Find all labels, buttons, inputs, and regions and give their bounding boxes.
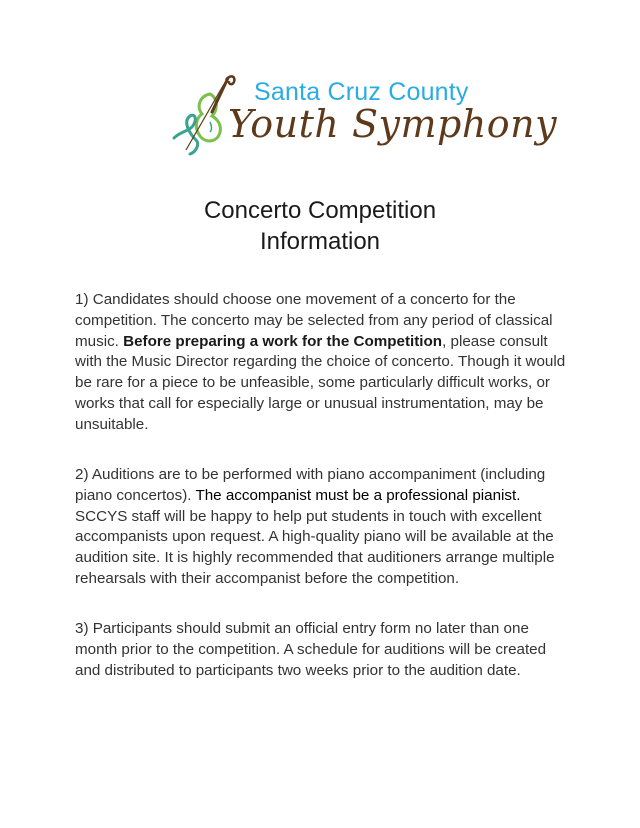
page-title: [0, 195, 640, 257]
paragraph-2-text-before: 2) Auditions are to be performed with piano accompaniment (including piano concertos).: [75, 466, 546, 504]
logo-symphony-text: Youth Symphony: [228, 102, 558, 146]
sccys-logo: [166, 72, 558, 164]
paragraph-1-text-before: 1) Candidates should choose one movement of a concerto for the competition. The concerto may be selected from any period of classical music.: [75, 291, 553, 350]
logo-county-text: Santa Cruz County: [254, 78, 469, 106]
paragraph-2: [75, 465, 570, 590]
paragraph-1: [75, 290, 570, 436]
title-line-1: Concerto Competition: [203, 197, 437, 224]
paragraph-3: [75, 619, 570, 681]
title-line-2: Information: [259, 228, 381, 255]
paragraph-1-emphasis: Before preparing a work for the Competition: [123, 332, 443, 350]
paragraph-1-text-after: , please consult with the Music Director regarding the choice of concerto. Though it would be rare for a piece to be unfeasible, some particularly difficult works, or works that call for especially large or unusual instrumentation, may be unsuitable.: [75, 332, 566, 433]
paragraph-3-text: 3) Participants should submit an official entry form no later than one month prior to the competition. A schedule for auditions will be created and distributed to participants two weeks prior to the audition date.: [75, 620, 547, 679]
paragraph-2-emphasis: The accompanist must be a professional pianist.: [195, 486, 521, 504]
paragraph-2-text-after: SCCYS staff will be happy to help put students in touch with excellent accompanists upon request. A high-quality piano will be available at the audition site. It is highly recommended that auditioners arrange multiple rehearsals with their accompanist before the competition.: [75, 507, 555, 587]
